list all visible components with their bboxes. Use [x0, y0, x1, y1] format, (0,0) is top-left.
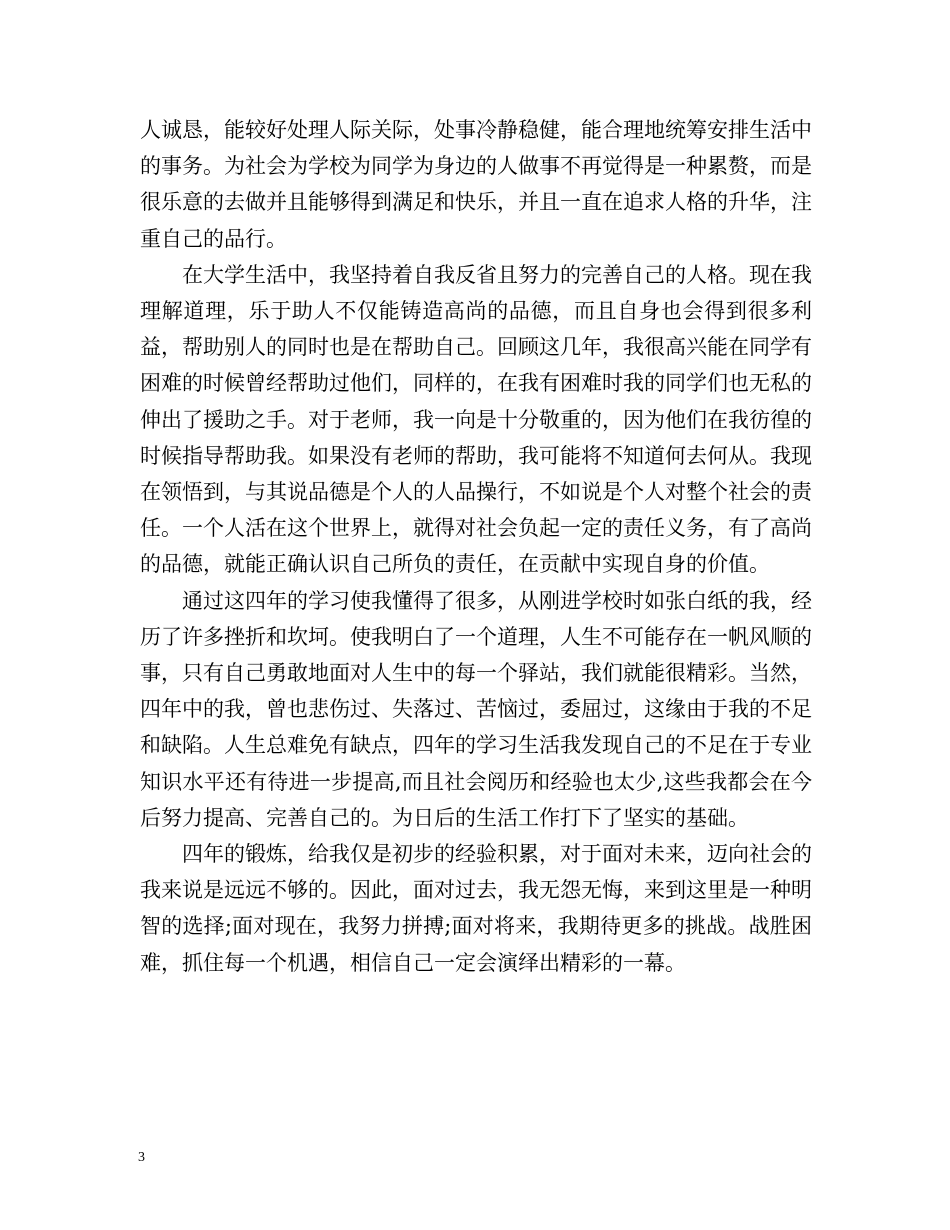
paragraph-continuation: 人诚恳，能较好处理人际关际，处事冷静稳健，能合理地统筹安排生活中的事务。为社会为学校为同学为身边的人做事不再觉得是一种累赘，而是很乐意的去做并且能够得到满足和快乐，并且一直在追求人格的升华，注重自己的品行。: [140, 118, 812, 251]
page-number: 3: [138, 1150, 145, 1165]
paragraph-four-years-study: 通过这四年的学习使我懂得了很多，从刚进学校时如张白纸的我，经历了许多挫折和坎坷。使我明白了一个道理，人生不可能存在一帆风顺的事，只有自己勇敢地面对人生中的每一个驿站，我们就能很精彩。当然，四年中的我，曾也悲伤过、失落过、苦恼过，委屈过，这缘由于我的不足和缺陷。人生总难免有缺点，四年的学习生活我发现自己的不足在于专业知识水平还有待进一步提高,而且社会阅历和经验也太少,这些我都会在今后努力提高、完善自己的。为日后的生活工作打下了坚实的基础。: [140, 588, 812, 830]
paragraph-future: 四年的锻炼，给我仅是初步的经验积累，对于面对未来，迈向社会的我来说是远远不够的。因此，面对过去，我无怨无悔，来到这里是一种明智的选择;面对现在，我努力拼搏;面对将来，我期待更多的挑战。战胜困难，抓住每一个机遇，相信自己一定会演绎出精彩的一幕。: [140, 842, 812, 975]
paragraph-university-life: 在大学生活中，我坚持着自我反省且努力的完善自己的人格。现在我理解道理，乐于助人不仅能铸造高尚的品德，而且自身也会得到很多利益，帮助别人的同时也是在帮助自己。回顾这几年，我很高兴能在同学有困难的时候曾经帮助过他们，同样的，在我有困难时我的同学们也无私的伸出了援助之手。对于老师，我一向是十分敬重的，因为他们在我彷徨的时候指导帮助我。如果没有老师的帮助，我可能将不知道何去何从。我现在领悟到，与其说品德是个人的人品操行，不如说是个人对整个社会的责任。一个人活在这个世界上，就得对社会负起一定的责任义务，有了高尚的品德，就能正确认识自己所负的责任，在贡献中实现自身的价值。: [140, 262, 812, 577]
document-body: [140, 112, 812, 981]
